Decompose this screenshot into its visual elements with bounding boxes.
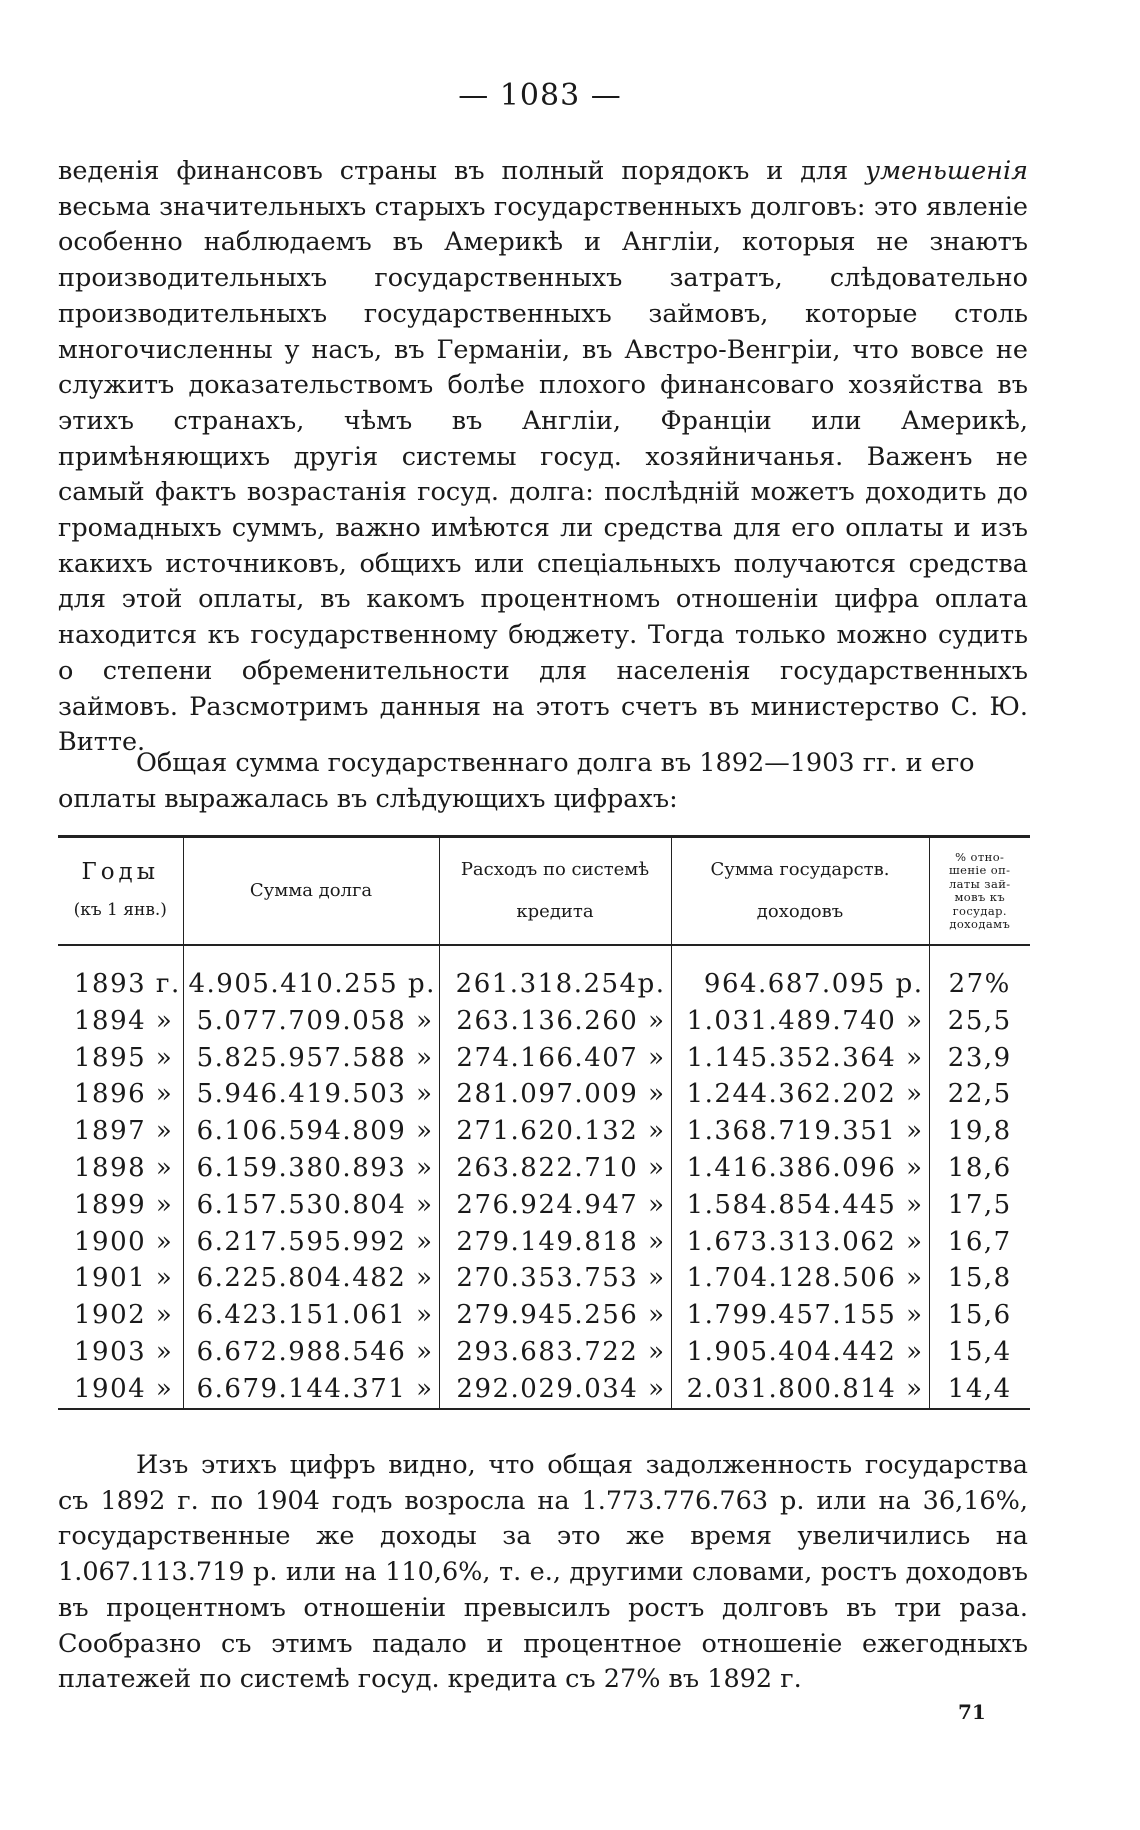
cell-expense: 293.683.722 » [439, 1334, 671, 1371]
table-row [58, 1150, 1030, 1187]
cell-percent: 18,6 [929, 1150, 1030, 1187]
table-intro [58, 746, 1028, 817]
cell-expense: 292.029.034 » [439, 1371, 671, 1409]
table-row [58, 1224, 1030, 1261]
cell-debt: 6.106.594.809 » [183, 1113, 439, 1150]
cell-percent: 15,6 [929, 1297, 1030, 1334]
spacer-cell [929, 945, 1030, 966]
cell-year: 1901 » [74, 1263, 174, 1294]
cell-debt: 6.159.380.893 » [183, 1150, 439, 1187]
cell-debt: 4.905.410.255 р. [183, 966, 439, 1003]
cell-income: 1.244.362.202 » [671, 1076, 929, 1113]
bottom-paragraph: Изъ этихъ цифръ видно, что общая задолженность государства съ 1892 г. по 1904 годъ возросла на 1.773.776.763 р. или на 36,16%, государственные же доходы за это же время увеличились на 1.067.113.719 р. или на 110,6%, т. е., другими словами, ростъ доходовъ въ процентномъ отношеніи превысилъ ростъ долговъ въ три раза. Сообразно съ этимъ падало и процентное отношеніе ежегодныхъ платежей по системѣ госуд. кредита съ 27% въ 1892 г. [58, 1450, 1028, 1695]
header-percent-line-2: шеніе оп- [949, 863, 1011, 877]
header-percent-line-6: доходамъ [949, 917, 1011, 931]
cell-income: 1.031.489.740 » [671, 1003, 929, 1040]
table-spacer-row [58, 945, 1030, 966]
table-row [58, 1076, 1030, 1113]
cell-year: 1893 г. [74, 969, 181, 999]
cell-expense: 261.318.254р. [439, 966, 671, 1003]
header-expense-line-2: кредита [516, 901, 594, 922]
top-paragraph-rest: весьма значительныхъ старыхъ государственныхъ долговъ: это явленіе особенно наблюдаемъ въ Америкѣ и Англіи, которыя не знаютъ производительныхъ государственныхъ затратъ, слѣдовательно производительныхъ государственныхъ займовъ, которые столь многочисленны у насъ, въ Германіи, въ Австро-Венгріи, что вовсе не служитъ доказательствомъ болѣе плохого финансоваго хозяйства въ этихъ странахъ, чѣмъ въ Англіи, Франціи или Америкѣ, примѣняющихъ другія системы госуд. хозяйничанья. Важенъ не самый фактъ возрастанія госуд. долга: послѣдній можетъ доходить до громадныхъ суммъ, важно имѣются ли средства для его оплаты и изъ какихъ источниковъ, общихъ или спеціальныхъ получаются средства для этой оплаты, въ какомъ процентномъ отношеніи цифра оплата находится къ государственному бюджету. Тогда только можно судить о степени обременительности для населенія государственныхъ займовъ. Разсмотримъ данныя на этотъ счетъ въ министерство С. Ю. Витте. [58, 191, 1028, 758]
table-row [58, 1297, 1030, 1334]
signature-mark: 71 [958, 1700, 986, 1724]
table-header-row [58, 837, 1030, 946]
cell-debt: 5.825.957.588 » [183, 1040, 439, 1077]
header-percent-line-1: % отно- [955, 849, 1005, 864]
cell-debt: 6.423.151.061 » [183, 1297, 439, 1334]
spacer-cell [439, 945, 671, 966]
cell-percent: 15,8 [929, 1260, 1030, 1297]
cell-debt: 6.672.988.546 » [183, 1334, 439, 1371]
table-row [58, 1187, 1030, 1224]
cell-percent: 16,7 [929, 1224, 1030, 1261]
emphasis-word: уменьшенія [865, 156, 1028, 186]
cell-income: 964.687.095 р. [671, 966, 929, 1003]
table-row [58, 1113, 1030, 1150]
cell-expense: 263.822.710 » [439, 1150, 671, 1187]
cell-income: 1.584.854.445 » [671, 1187, 929, 1224]
cell-income: 1.704.128.506 » [671, 1260, 929, 1297]
cell-year: 1902 » [74, 1300, 174, 1331]
table-row [58, 1003, 1030, 1040]
cell-year: 1903 » [74, 1336, 174, 1367]
cell-year: 1904 » [58, 1371, 183, 1409]
top-paragraph [58, 154, 1028, 761]
table-row [58, 1260, 1030, 1297]
cell-percent: 17,5 [929, 1187, 1030, 1224]
table-row [58, 1371, 1030, 1409]
spacer-cell [671, 945, 929, 966]
cell-year: 1900 » [74, 1226, 174, 1257]
cell-percent: 14,4 [929, 1371, 1030, 1409]
cell-debt: 6.157.530.804 » [183, 1187, 439, 1224]
table-row [58, 966, 1030, 1003]
debt-table [58, 835, 1030, 1410]
spacer-cell [58, 945, 183, 966]
page-number: — 1083 — [458, 78, 622, 113]
header-percent [929, 837, 1030, 946]
header-expense [439, 837, 671, 946]
header-years [58, 837, 183, 946]
cell-percent: 27% [929, 966, 1030, 1003]
cell-percent: 25,5 [929, 1003, 1030, 1040]
cell-percent: 19,8 [929, 1113, 1030, 1150]
cell-income: 1.368.719.351 » [671, 1113, 929, 1150]
table-intro-line-2: оплаты выражалась въ слѣдующихъ цифрахъ: [58, 783, 678, 814]
cell-income: 1.673.313.062 » [671, 1224, 929, 1261]
cell-debt: 6.225.804.482 » [183, 1260, 439, 1297]
header-percent-line-5: государ. [952, 903, 1007, 918]
cell-year: 1895 » [74, 1042, 174, 1073]
cell-debt: 5.946.419.503 » [183, 1076, 439, 1113]
cell-percent: 22,5 [929, 1076, 1030, 1113]
header-income [671, 837, 929, 946]
cell-year: 1894 » [74, 1005, 174, 1036]
cell-income: 1.905.404.442 » [671, 1334, 929, 1371]
cell-expense: 281.097.009 » [439, 1076, 671, 1113]
table-body [58, 945, 1030, 1409]
header-income-line-2: доходовъ [756, 901, 844, 922]
cell-income: 1.799.457.155 » [671, 1297, 929, 1334]
header-income-line-1: Сумма государств. [710, 859, 890, 880]
header-years-sub: (къ 1 янв.) [73, 900, 167, 920]
header-percent-line-4: мовъ къ [954, 890, 1006, 904]
cell-expense: 276.924.947 » [439, 1187, 671, 1224]
table-row [58, 1040, 1030, 1077]
cell-income: 1.416.386.096 » [671, 1150, 929, 1187]
table-row [58, 1334, 1030, 1371]
cell-year: 1896 » [74, 1079, 174, 1110]
cell-year: 1899 » [74, 1189, 174, 1220]
cell-debt: 5.077.709.058 » [183, 1003, 439, 1040]
cell-percent: 15,4 [929, 1334, 1030, 1371]
cell-debt: 6.217.595.992 » [183, 1224, 439, 1261]
cell-income: 1.145.352.364 » [671, 1040, 929, 1077]
cell-income: 2.031.800.814 » [671, 1371, 929, 1409]
cell-year: 1898 » [74, 1152, 174, 1183]
cell-debt: 6.679.144.371 » [183, 1371, 439, 1409]
cell-expense: 279.149.818 » [439, 1224, 671, 1261]
cell-expense: 271.620.132 » [439, 1113, 671, 1150]
cell-expense: 263.136.260 » [439, 1003, 671, 1040]
header-percent-line-3: латы зай- [948, 876, 1011, 891]
spacer-cell [183, 945, 439, 966]
header-years-title: Годы [81, 859, 160, 885]
cell-percent: 23,9 [929, 1040, 1030, 1077]
cell-year: 1897 » [74, 1116, 174, 1147]
cell-expense: 279.945.256 » [439, 1297, 671, 1334]
header-debt: Сумма долга [183, 837, 439, 946]
top-paragraph-start: веденія финансовъ страны въ полный порядокъ и для [58, 156, 866, 186]
cell-expense: 270.353.753 » [439, 1260, 671, 1297]
header-expense-line-1: Расходъ по системѣ [460, 859, 650, 880]
table-intro-line-1: Общая сумма государственнаго долга въ 1892—1903 гг. и его [136, 748, 975, 778]
cell-expense: 274.166.407 » [439, 1040, 671, 1077]
